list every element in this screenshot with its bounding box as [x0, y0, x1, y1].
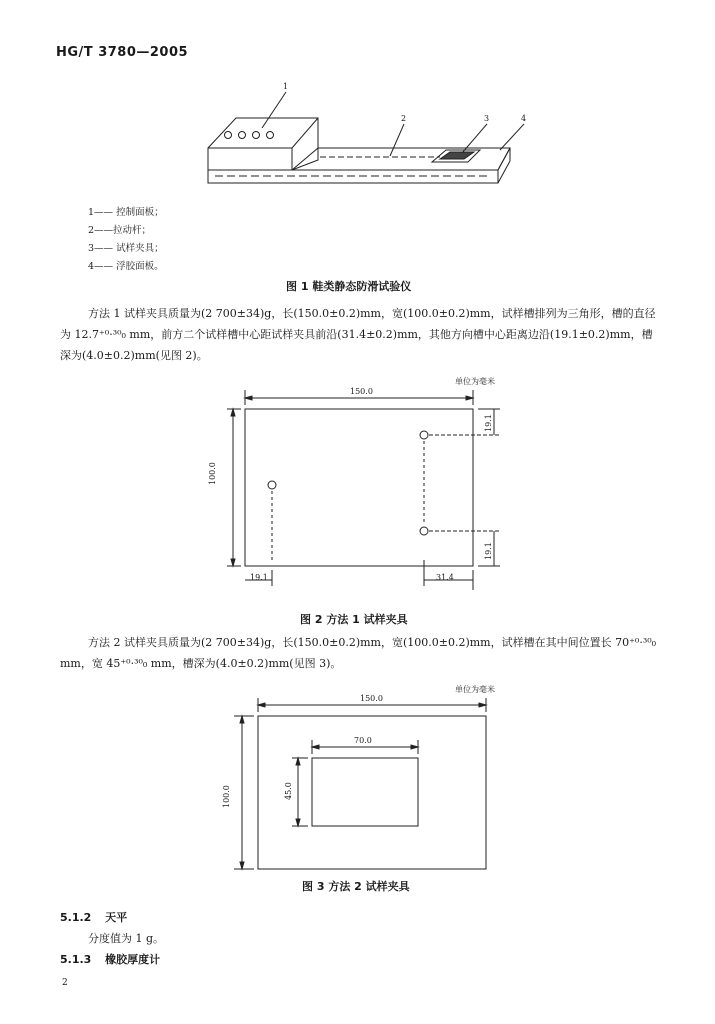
section-5-1-3-heading — [60, 951, 160, 967]
specimen-slot-left — [268, 481, 276, 489]
figure-2-front-offset-label: 31.4 — [436, 573, 454, 582]
standard-code: HG/T 3780—2005 — [56, 45, 189, 60]
callout-4: 4 — [521, 114, 527, 123]
knob-icon — [225, 132, 232, 139]
paragraph-method-2: 方法 2 试样夹具质量为(2 700±34)g，长(150.0±0.2)mm，宽(100.0±0.2)mm，试样槽在其中间位置长 70⁺⁰·³⁰₀ mm，宽 45⁺⁰·³⁰₀ mm，槽深为(4.0±0.2)mm(见图 3)。 — [60, 636, 657, 670]
legend-item-1: 1—— 控制面板； — [88, 207, 164, 218]
legend-item-4: 4—— 浮胶面板。 — [88, 261, 164, 272]
section-title: 橡胶厚度计 — [105, 953, 161, 966]
figure-3-unit: 单位为毫米 — [455, 685, 495, 694]
section-title: 天平 — [105, 911, 128, 924]
figure-2-bottom-offset-label: 19.1 — [484, 542, 493, 560]
specimen-slot — [312, 758, 418, 826]
figure-3-height-label: 100.0 — [222, 785, 231, 808]
specimen-slot-bottom — [420, 527, 428, 535]
figure-1-caption: 图 1 鞋类静态防滑试验仪 — [286, 280, 412, 293]
figure-2-drawing — [227, 390, 500, 590]
callout-1: 1 — [283, 82, 289, 91]
figure-2-width-label: 150.0 — [350, 387, 373, 396]
section-number: 5.1.2 — [60, 911, 92, 924]
knob-icon — [267, 132, 274, 139]
figure-2-unit: 单位为毫米 — [455, 377, 495, 386]
figure-2-top-offset-label: 19.1 — [484, 414, 493, 432]
knob-icon — [239, 132, 246, 139]
figure-3-caption: 图 3 方法 2 试样夹具 — [302, 880, 410, 893]
legend-item-2: 2——拉动杆； — [88, 225, 152, 236]
fixture-outline — [245, 409, 473, 566]
section-5-1-2-body: 分度值为 1 g。 — [88, 932, 165, 945]
callout-2: 2 — [401, 114, 407, 123]
figure-2-left-offset-label: 19.1 — [250, 573, 268, 582]
callout-3: 3 — [484, 114, 490, 123]
figure-3-drawing — [234, 698, 486, 869]
section-5-1-2-heading — [60, 909, 127, 925]
legend-item-3: 3—— 试样夹具； — [88, 243, 164, 254]
figure-3-width-label: 150.0 — [360, 694, 383, 703]
figure-3-slot-width-label: 45.0 — [284, 782, 293, 800]
page-number: 2 — [62, 978, 68, 988]
specimen-slot-top — [420, 431, 428, 439]
figure-2-caption: 图 2 方法 1 试样夹具 — [300, 613, 408, 626]
figure-3-slot-length-label: 70.0 — [354, 736, 372, 745]
paragraph-method-1: 方法 1 试样夹具质量为(2 700±34)g，长(150.0±0.2)mm，宽(100.0±0.2)mm，试样槽排列为三角形，槽的直径为 12.7⁺⁰·³⁰₀ mm，前方二个试样槽中心距试样夹具前沿(31.4±0.2)mm，其他方向槽中心距离边沿(19.1±0.2)mm，槽深为(4.0±0.2)mm(见图 2)。 — [60, 307, 656, 362]
figure-2-height-label: 100.0 — [208, 462, 217, 485]
knob-icon — [253, 132, 260, 139]
section-number: 5.1.3 — [60, 953, 92, 966]
